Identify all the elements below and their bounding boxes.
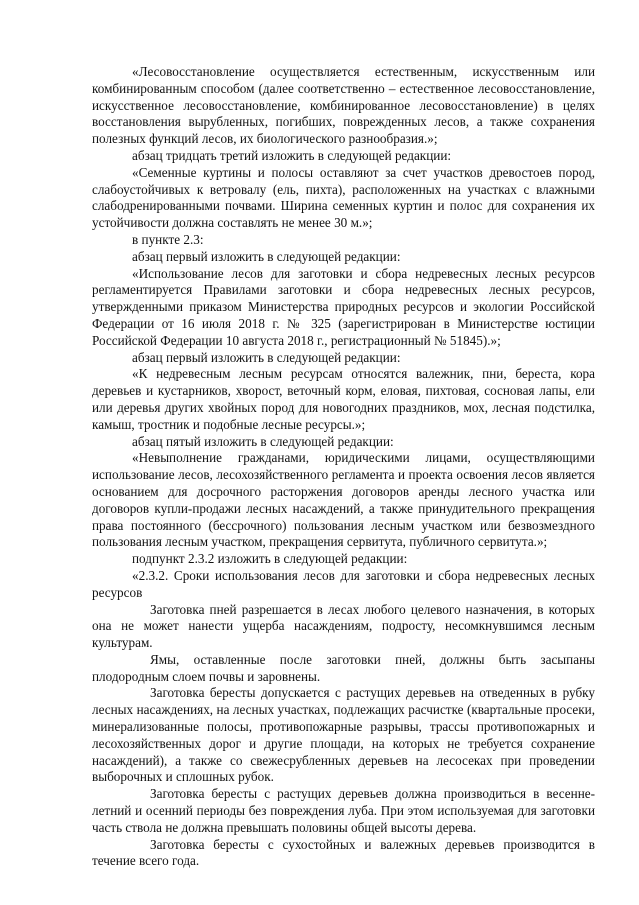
paragraph-5: абзац первый изложить в следующей редакции: <box>132 248 401 264</box>
paragraph-2: абзац тридцать третий изложить в следующей редакции: <box>132 147 452 163</box>
paragraph-4: в пункте 2.3: <box>132 231 204 247</box>
paragraph-8: «К недревесным лесным ресурсам относятся валежник, пни, береста, кора деревьев и кустарников, хворост, веточный корм, еловая, пихтовая, сосновая лапы, ели или деревья других хвойных пород для новогодних праздников, мох, лесная подстилка, камыш, тростник и подобные лесные ресурсы.»; <box>92 366 595 432</box>
paragraph-11: подпункт 2.3.2 изложить в следующей редакции: <box>132 551 408 567</box>
paragraph-14: Ямы, оставленные после заготовки пней, должны быть засыпаны плодородным слоем почвы и заровнены. <box>92 651 595 684</box>
paragraph-10: «Невыполнение гражданами, юридическими лицами, осуществляющими использование лесов, лесохозяйственного регламента и проекта освоения лесов является основанием для досрочного расторжения договоров аренды лесного участка или договоров купли-продажи лесных насаждений, а также принудительного прекращения права постоянного (бессрочного) пользования лесным участком или безвозмездного пользования лесным участком, прекращения сервитута, публичного сервитута.»; <box>92 450 595 550</box>
paragraph-12: «2.3.2. Сроки использования лесов для заготовки и сбора недревесных лесных ресурсов <box>92 567 595 600</box>
paragraph-3: «Семенные куртины и полосы оставляют за счет участков древостоев пород, слабоустойчивых к ветровалу (ель, пихта), расположенных на участках с влажными слабодренированными почвами. Ширина семенных куртин и полос для сохранения их устойчивости должна составлять не менее 30 м.»; <box>92 164 595 231</box>
paragraph-16: Заготовка бересты с растущих деревьев должна производиться в весенне-летний и осенний периоды без повреждения луба. При этом используемая для заготовки часть ствола не должна превышать половины общей высоты дерева. <box>92 786 595 835</box>
paragraph-9: абзац пятый изложить в следующей редакции: <box>132 433 394 449</box>
paragraph-13: Заготовка пней разрешается в лесах любого целевого назначения, в которых она не может нанести ущерба насаждениям, подросту, несомкнувшимся лесным культурам. <box>92 601 595 651</box>
paragraph-17: Заготовка бересты с сухостойных и валежных деревьев производится в течение всего года. <box>92 836 595 869</box>
paragraph-15: Заготовка бересты допускается с растущих деревьев на отведенных в рубку лесных насаждениях, на лесных участках, подлежащих расчистке (квартальные просеки, минерализованные полосы, противопожарные разрывы, трассы противопожарных и лесохозяйственных дорог и другие площади, на которых не требуется сохранение насаждений), а также со свежесрубленных деревьев на лесосеках при проведении выборочных и сплошных рубок. <box>92 685 595 785</box>
paragraph-1: «Лесовосстановление осуществляется естественным, искусственным или комбинированным способом (далее соответственно – естественное лесовосстановление, искусственное лесовосстановление, комбинированное лесовосстановление) в целях восстановления вырубленных, погибших, поврежденных лесов, а также сохранения полезных функций лесов, их биологического разнообразия.»; <box>92 64 595 147</box>
paragraph-7: абзац первый изложить в следующей редакции: <box>132 349 401 365</box>
paragraph-6: «Использование лесов для заготовки и сбора недревесных лесных ресурсов регламентируется Правилами заготовки и сбора недревесных лесных ресурсов, утвержденными приказом Министерства природных ресурсов и экологии Российской Федерации от 16 июля 2018 г. № 325 (зарегистрирован в Министерстве юстиции Российской Федерации 10 августа 2018 г., регистрационный № 51845).»; <box>92 265 595 348</box>
